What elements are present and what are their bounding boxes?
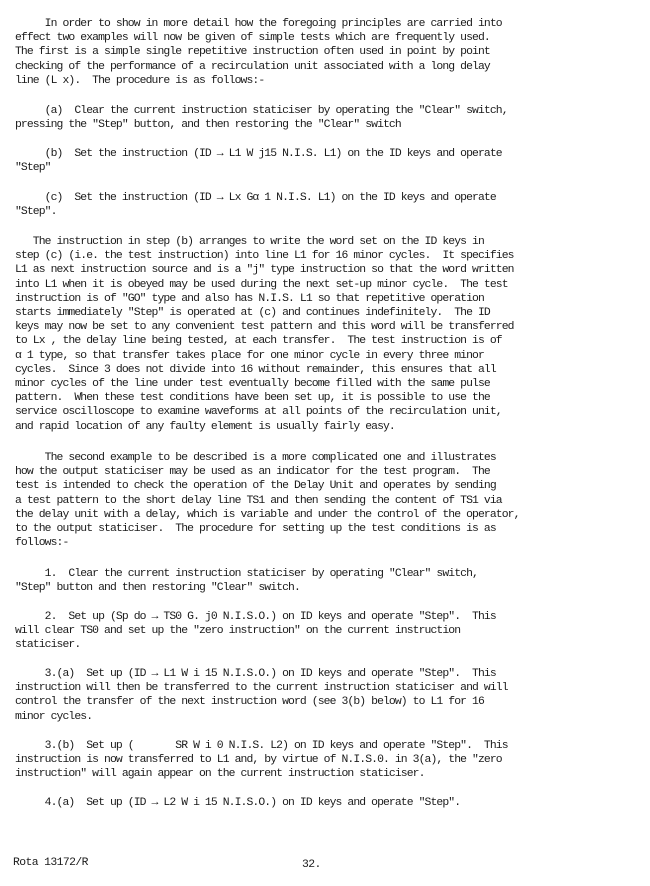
intro-paragraph: In order to show in more detail how the foregoing principles are carried into effect two examples will now be given of simple tests which are frequently used. The first is a simple single repetitive instruction often used in point by point checking of the performance of a recirculation unit associated with a long delay line (L x). The procedure is as follows:- [15,18,502,87]
second-example-intro: The second example to be described is a more complicated one and illustrates how the output staticiser may be used as an indicator for the test program. The test is intended to check the operation of the Delay Unit and operates by sending a test pattern to the short delay line TS1 and then sending the content of TS1 via the delay unit with a delay, which is variable and under the control of the operator, to the output staticiser. The procedure for setting up the test conditions is as follows:- [15,452,520,550]
page-number: 32. [302,859,321,871]
step-a-clear: (a) Clear the current instruction staticiser by operating the "Clear" switch, pressing the "Step" button, and then restoring the "Clear" switch [15,105,508,132]
first-example-explanation: The instruction in step (b) arranges to write the word set on the ID keys in step (c) (i.e. the test instruction) into line L1 for 16 minor cycles. It specifies L1 as next instruction source and is a "j" type instruction so that the word written into L1 when it is obeyed may be used during the next set-up minor cycle. The test instruction is of "GO" type and also has N.I.S. L1 so that repetitive operation starts immediately "Step" is operated at (c) and continues indefinitely. The ID keys may now be set to any convenient test pattern and this word will be transferred to Lx , the delay line being tested, at each transfer. The test instruction is of α 1 type, so that transfer takes place for one minor cycle in every three minor cycles. Since 3 does not divide into 16 without remainder, this ensures that all minor cycles of the line under test eventually become filled with the same pulse pattern. When these test conditions have been set up, it is possible to use the service oscilloscope to examine waveforms at all points of the recirculation unit, and rapid location of any faulty element is usually fairly easy. [15,236,514,433]
procedure-step-4a: 4.(a) Set up (ID → L2 W i 15 N.I.S.O.) on ID keys and operate "Step". [15,797,461,809]
procedure-step-3b: 3.(b) Set up ( SR W i 0 N.I.S. L2) on ID keys and operate "Step". This instruction is now transferred to L1 and, by virtue of N.I.S.0. in 3(a), the "zero instruction" will again appear on the current instruction staticiser. [15,740,508,781]
procedure-step-3a: 3.(a) Set up (ID → L1 W i 15 N.I.S.O.) on ID keys and operate "Step". This instruction will then be transferred to the current instruction staticiser and will control the transfer of the next instruction word (see 3(b) below) to L1 for 16 minor cycles. [15,668,508,723]
procedure-step-2: 2. Set up (Sp do → TS0 G. j0 N.I.S.O.) on ID keys and operate "Step". This will clear TS0 and set up the "zero instruction" on the current instruction staticiser. [15,611,496,652]
document-reference: Rota 13172/R [13,857,88,869]
procedure-step-1: 1. Clear the current instruction staticiser by operating "Clear" switch, "Step" button and then restoring "Clear" switch. [15,568,478,595]
step-c-instruction: (c) Set the instruction (ID → Lx Gα 1 N.I.S. L1) on the ID keys and operate "Step". [15,192,496,219]
step-b-instruction: (b) Set the instruction (ID → L1 W j15 N.I.S. L1) on the ID keys and operate "Step" [15,148,502,175]
